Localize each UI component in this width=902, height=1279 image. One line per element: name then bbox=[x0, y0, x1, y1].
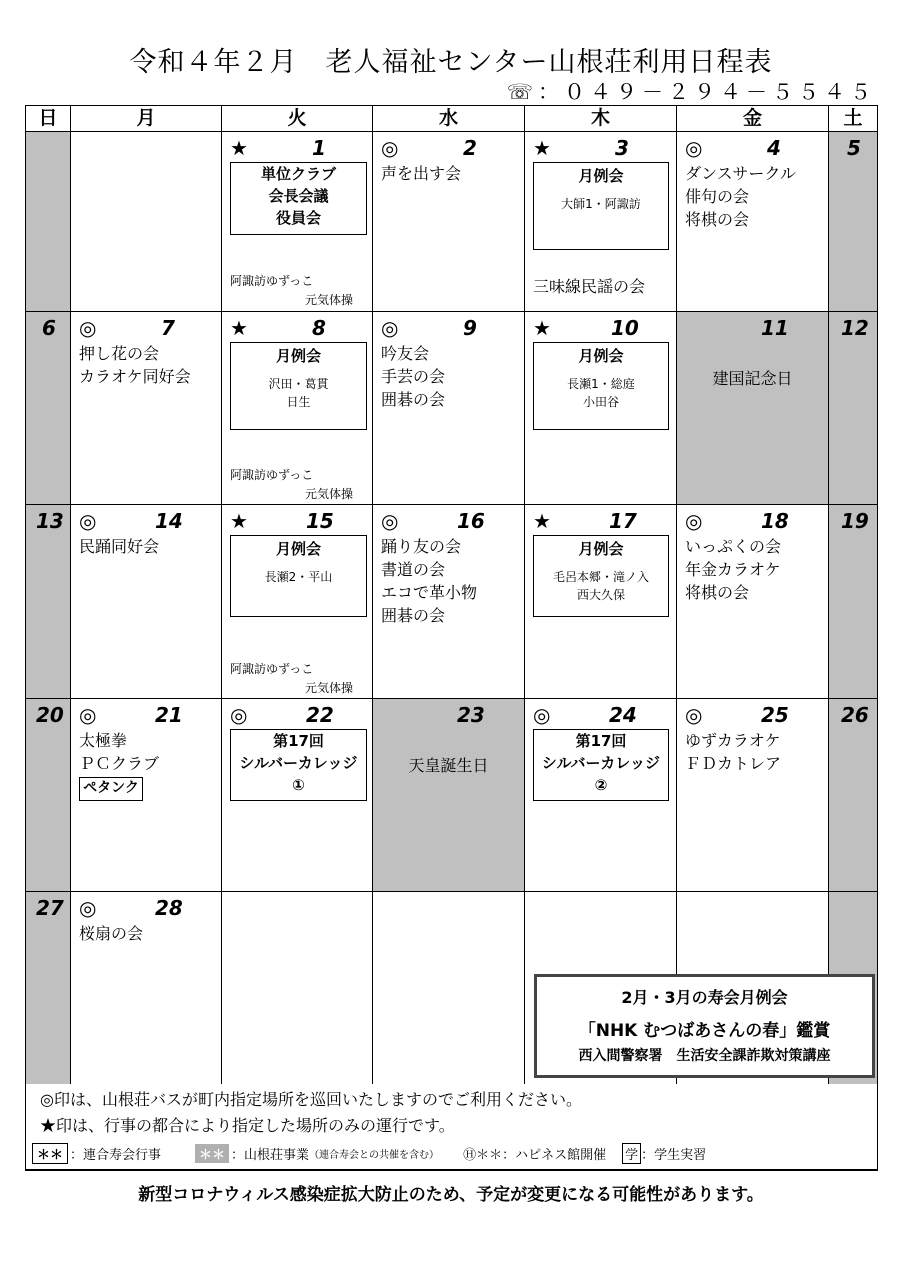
star-mark: ★ bbox=[533, 509, 551, 533]
day-number: 28 bbox=[155, 896, 183, 920]
day-cell-27 bbox=[26, 892, 71, 1084]
event-box bbox=[533, 342, 669, 430]
day-number: 2 bbox=[463, 136, 477, 160]
event-subtext: 日生 bbox=[286, 395, 311, 409]
event-text: ② bbox=[594, 776, 608, 794]
announcement-box bbox=[534, 974, 875, 1078]
announcement-line: 西入間警察署 生活安全課詐欺対策講座 bbox=[578, 1048, 831, 1064]
event-subtext: 長瀬2・平山 bbox=[264, 570, 333, 584]
announcement-line: 2月・3月の寿会月例会 bbox=[621, 988, 788, 1007]
event-text: 第17回 bbox=[273, 732, 324, 750]
legend-key-student: 学 bbox=[622, 1143, 641, 1164]
circle-mark: ◎ bbox=[381, 509, 399, 533]
day-cell-9 bbox=[373, 312, 525, 505]
day-cell-24 bbox=[525, 699, 677, 892]
day-cell-14 bbox=[71, 505, 222, 699]
event-text: シルバーカレッジ bbox=[541, 754, 661, 772]
event-subtext: 元気体操 bbox=[305, 293, 354, 307]
circle-mark: ◎ bbox=[381, 316, 399, 340]
day-number: 3 bbox=[615, 136, 629, 160]
event-subtext: 小田谷 bbox=[582, 395, 619, 409]
event-box bbox=[533, 162, 669, 250]
day-cell-5 bbox=[829, 132, 877, 312]
weekday-header-mon: 月 bbox=[71, 106, 222, 132]
legend-row bbox=[32, 1143, 706, 1164]
day-number: 23 bbox=[457, 703, 485, 727]
day-cell-12 bbox=[829, 312, 877, 505]
event-text: 第17回 bbox=[575, 732, 627, 750]
event-text: 月例会 bbox=[275, 540, 321, 558]
event-subtext: 阿諏訪ゆずっこ bbox=[230, 662, 314, 676]
note-line: ★印は、行事の都合により指定した場所のみの運行です。 bbox=[40, 1116, 455, 1135]
legend-text: ：学生実習 bbox=[641, 1148, 707, 1163]
holiday-label: 建国記念日 bbox=[712, 369, 793, 388]
legend-text: Ⓗ＊＊：ハピネス館開催 bbox=[463, 1148, 607, 1163]
weekday-header-fri: 金 bbox=[677, 106, 829, 132]
day-number: 22 bbox=[306, 703, 334, 727]
day-cell-empty bbox=[26, 132, 71, 312]
day-cell-8 bbox=[222, 312, 373, 505]
day-number: 12 bbox=[841, 316, 869, 340]
event-text: 押し花の会 bbox=[79, 344, 160, 363]
day-cell-6 bbox=[26, 312, 71, 505]
day-cell-empty bbox=[71, 132, 222, 312]
day-cell-13 bbox=[26, 505, 71, 699]
event-text: いっぷくの会 bbox=[685, 537, 782, 556]
day-cell-empty bbox=[373, 892, 525, 1084]
event-box bbox=[230, 535, 367, 617]
day-cell-10 bbox=[525, 312, 677, 505]
day-number: 8 bbox=[312, 316, 326, 340]
day-cell-18 bbox=[677, 505, 829, 699]
event-text: ダンスサークル bbox=[685, 164, 796, 183]
event-text: カラオケ同好会 bbox=[79, 367, 191, 386]
warning-text: 新型コロナウィルス感染症拡大防止のため、予定が変更になる可能性があります。 bbox=[138, 1185, 764, 1205]
event-text: ＰＣクラブ bbox=[79, 754, 160, 773]
star-mark: ★ bbox=[230, 316, 248, 340]
event-text: 桜扇の会 bbox=[79, 924, 144, 943]
day-cell-16 bbox=[373, 505, 525, 699]
page-title: 令和４年２月 老人福祉センター山根荘利用日程表 bbox=[129, 47, 773, 78]
event-text: 書道の会 bbox=[381, 560, 446, 579]
event-box bbox=[230, 162, 367, 235]
day-number: 24 bbox=[609, 703, 637, 727]
day-cell-17 bbox=[525, 505, 677, 699]
day-number: 15 bbox=[306, 509, 334, 533]
circle-mark: ◎ bbox=[230, 703, 248, 727]
day-number: 21 bbox=[155, 703, 183, 727]
day-cell-23 bbox=[373, 699, 525, 892]
event-text: 民踊同好会 bbox=[79, 537, 160, 556]
event-text: 単位クラブ bbox=[260, 165, 336, 183]
day-number: 25 bbox=[761, 703, 789, 727]
day-number: 9 bbox=[463, 316, 477, 340]
event-subtext: 阿諏訪ゆずっこ bbox=[230, 274, 314, 288]
event-text: ＦＤカトレア bbox=[685, 754, 782, 773]
star-mark: ★ bbox=[230, 509, 248, 533]
event-text: ペタンク bbox=[83, 780, 139, 796]
weekday-header-thu: 木 bbox=[525, 106, 677, 132]
event-subtext: 毛呂本郷・滝ノ入 bbox=[552, 570, 649, 584]
day-number: 6 bbox=[42, 316, 56, 340]
day-number: 17 bbox=[609, 509, 637, 533]
legend-text: ：山根荘事業 bbox=[231, 1148, 310, 1163]
weekday-header-wed: 水 bbox=[373, 106, 525, 132]
legend-key-gray: ＊＊ bbox=[195, 1144, 229, 1163]
day-cell-11 bbox=[677, 312, 829, 505]
weekday-header-tue: 火 bbox=[222, 106, 373, 132]
day-cell-21 bbox=[71, 699, 222, 892]
legend-subtext: （連合寿会との共催を含む） bbox=[309, 1150, 440, 1161]
star-mark: ★ bbox=[533, 136, 551, 160]
event-text: 月例会 bbox=[578, 540, 624, 558]
event-box bbox=[230, 729, 367, 801]
day-number: 11 bbox=[761, 316, 789, 340]
announcement-line: 「NHK むつばあさんの春」鑑賞 bbox=[578, 1021, 831, 1041]
event-text: 月例会 bbox=[578, 347, 624, 365]
legend-key-box: ＊＊ bbox=[32, 1143, 68, 1164]
day-cell-3 bbox=[525, 132, 677, 312]
day-cell-20 bbox=[26, 699, 71, 892]
event-text: ① bbox=[292, 776, 305, 794]
circle-mark: ◎ bbox=[685, 509, 703, 533]
circle-mark: ◎ bbox=[685, 136, 703, 160]
event-subtext: 元気体操 bbox=[305, 487, 354, 501]
day-number: 16 bbox=[457, 509, 485, 533]
event-text: 三味線民謡の会 bbox=[533, 277, 646, 296]
day-number: 4 bbox=[767, 136, 781, 160]
day-number: 13 bbox=[36, 509, 64, 533]
holiday-label: 天皇誕生日 bbox=[408, 756, 489, 775]
event-subtext: 西大久保 bbox=[576, 588, 625, 602]
event-text: 手芸の会 bbox=[381, 367, 446, 386]
day-cell-15 bbox=[222, 505, 373, 699]
event-subtext: 元気体操 bbox=[305, 681, 354, 695]
event-text: エコで革小物 bbox=[381, 583, 478, 602]
event-text: 声を出す会 bbox=[381, 164, 462, 183]
day-cell-25 bbox=[677, 699, 829, 892]
day-number: 10 bbox=[611, 316, 639, 340]
weekday-header-sat: 土 bbox=[829, 106, 877, 132]
circle-mark: ◎ bbox=[79, 896, 97, 920]
legend-text: ：連合寿会行事 bbox=[70, 1148, 162, 1163]
event-text: 吟友会 bbox=[381, 344, 430, 363]
event-box bbox=[79, 777, 143, 801]
day-cell-19 bbox=[829, 505, 877, 699]
notes-panel bbox=[25, 1083, 878, 1171]
phone-number: ☏：０４９－２９４－５５４５ bbox=[506, 80, 876, 104]
event-text: シルバーカレッジ bbox=[239, 754, 358, 772]
circle-mark: ◎ bbox=[79, 509, 97, 533]
circle-mark: ◎ bbox=[685, 703, 703, 727]
star-mark: ★ bbox=[533, 316, 551, 340]
star-mark: ★ bbox=[230, 136, 248, 160]
day-cell-26 bbox=[829, 699, 877, 892]
event-text: 役員会 bbox=[275, 209, 321, 227]
event-box bbox=[230, 342, 367, 430]
event-text: 将棋の会 bbox=[685, 210, 750, 229]
circle-mark: ◎ bbox=[79, 316, 97, 340]
event-box bbox=[533, 729, 669, 801]
event-text: 将棋の会 bbox=[685, 583, 750, 602]
day-cell-1 bbox=[222, 132, 373, 312]
day-number: 19 bbox=[841, 509, 869, 533]
event-text: 年金カラオケ bbox=[685, 560, 781, 579]
day-cell-empty bbox=[222, 892, 373, 1084]
note-line: ◎印は、山根荘バスが町内指定場所を巡回いたしますのでご利用ください。 bbox=[40, 1090, 582, 1109]
day-number: 27 bbox=[36, 896, 64, 920]
day-number: 14 bbox=[155, 509, 183, 533]
day-number: 18 bbox=[761, 509, 789, 533]
day-cell-7 bbox=[71, 312, 222, 505]
event-subtext: 大師1・阿諏訪 bbox=[561, 197, 641, 211]
event-text: 会長会議 bbox=[268, 187, 329, 205]
day-number: 26 bbox=[841, 703, 869, 727]
event-text: 月例会 bbox=[578, 167, 624, 185]
day-number: 20 bbox=[36, 703, 64, 727]
circle-mark: ◎ bbox=[533, 703, 551, 727]
day-number: 1 bbox=[312, 136, 326, 160]
event-subtext: 沢田・葛貫 bbox=[268, 377, 329, 391]
circle-mark: ◎ bbox=[381, 136, 399, 160]
event-text: 囲碁の会 bbox=[381, 390, 446, 409]
day-cell-28 bbox=[71, 892, 222, 1084]
event-text: 踊り友の会 bbox=[381, 537, 462, 556]
event-text: 俳句の会 bbox=[685, 187, 750, 206]
event-text: 太極拳 bbox=[79, 731, 128, 750]
weekday-header-sun: 日 bbox=[26, 106, 71, 132]
event-box bbox=[533, 535, 669, 617]
event-subtext: 長瀬1・総庭 bbox=[567, 377, 635, 391]
day-number: 5 bbox=[847, 136, 861, 160]
event-text: ゆずカラオケ bbox=[685, 731, 781, 750]
event-subtext: 阿諏訪ゆずっこ bbox=[230, 468, 314, 482]
day-cell-2 bbox=[373, 132, 525, 312]
day-cell-4 bbox=[677, 132, 829, 312]
event-text: 月例会 bbox=[275, 347, 321, 365]
event-text: 囲碁の会 bbox=[381, 606, 446, 625]
day-number: 7 bbox=[161, 316, 175, 340]
day-cell-22 bbox=[222, 699, 373, 892]
circle-mark: ◎ bbox=[79, 703, 97, 727]
